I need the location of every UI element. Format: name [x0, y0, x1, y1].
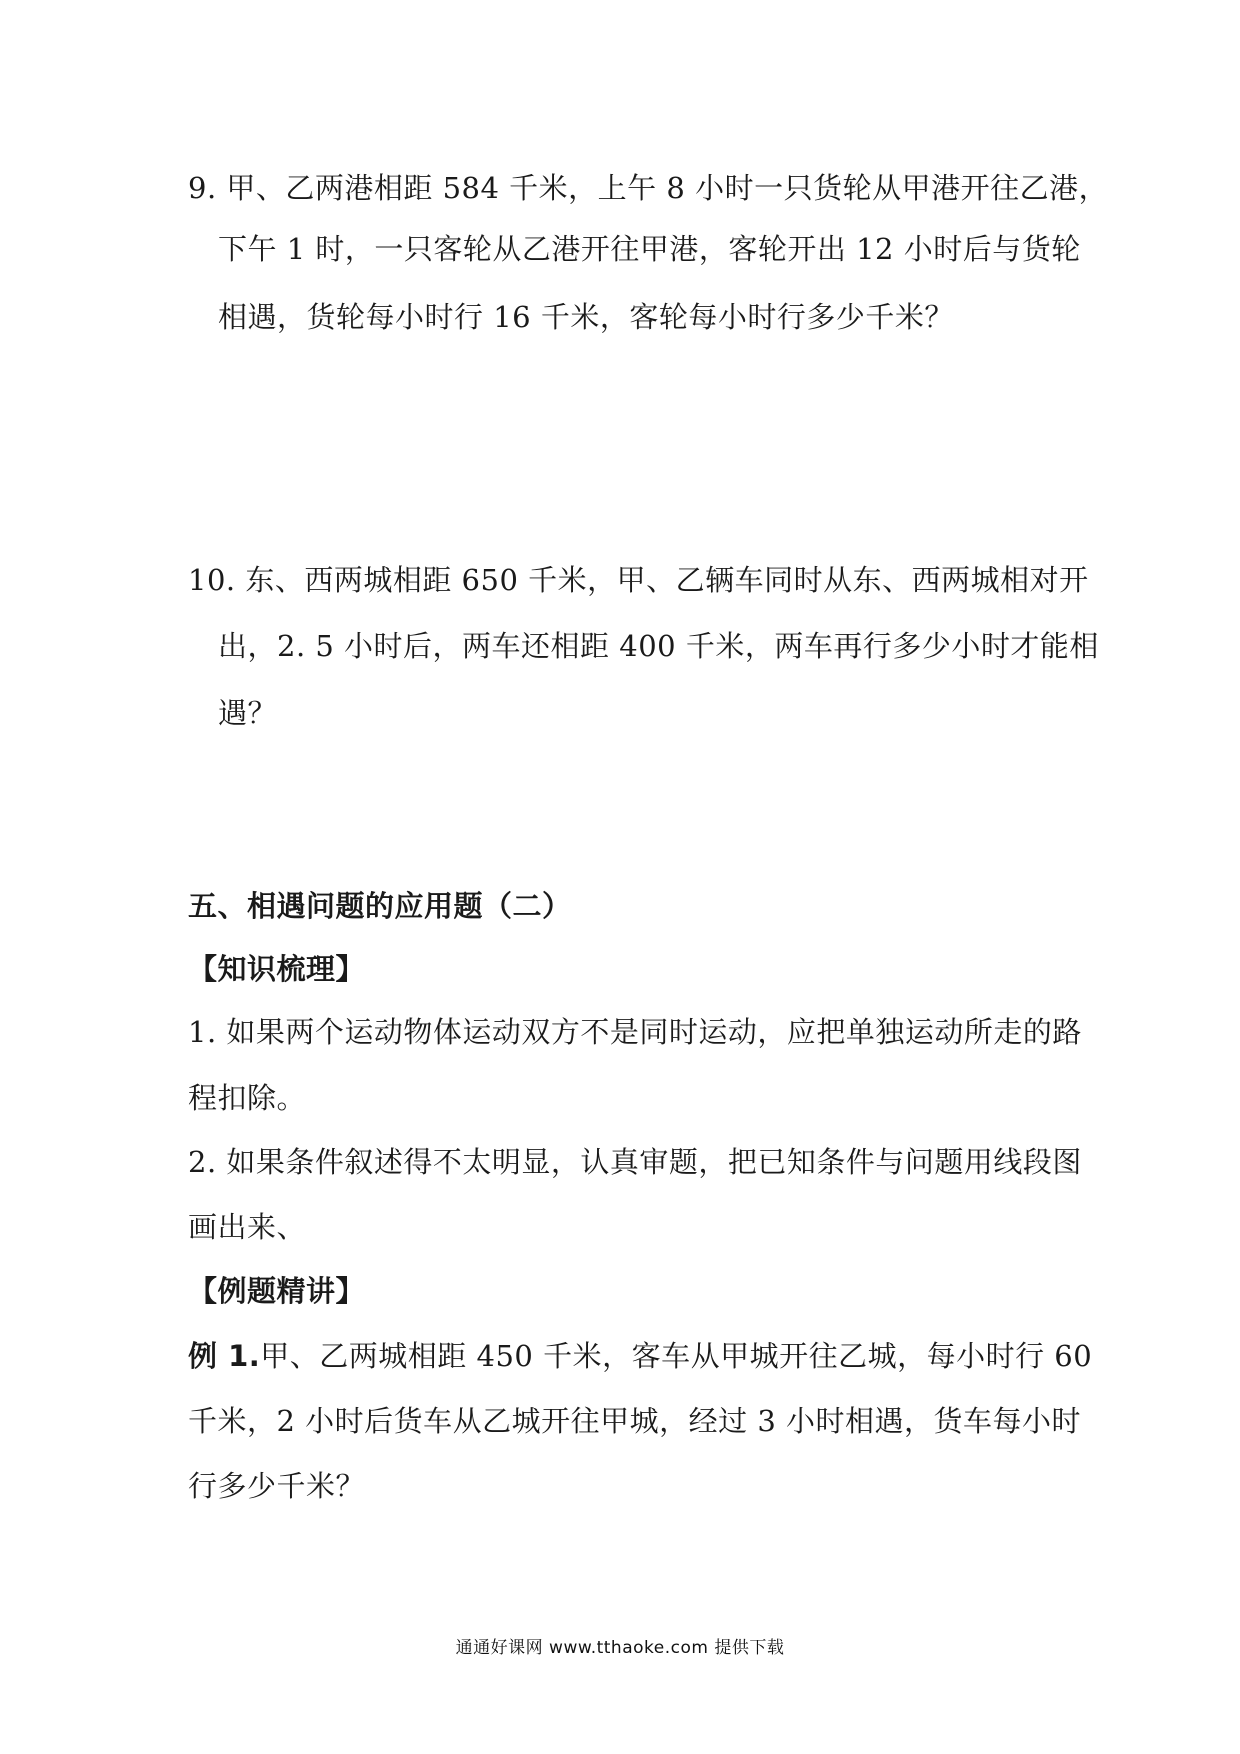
example-1-text: 甲、乙两城相距 450 千米，客车从甲城开往乙城，每小时行 60 [260, 1339, 1093, 1373]
problem-10-line-1: 10. 东、西两城相距 650 千米，甲、乙辆车同时从东、西两城相对开 [188, 563, 1089, 597]
section-title: 五、相遇问题的应用题（二） [188, 889, 572, 923]
example-heading: 【例题精讲】 [188, 1274, 366, 1308]
example-1-label: 例 1. [188, 1339, 261, 1373]
knowledge-point-1-line-1: 1. 如果两个运动物体运动双方不是同时运动，应把单独运动所走的路 [188, 1015, 1082, 1049]
problem-9-line-1: 9. 甲、乙两港相距 584 千米，上午 8 小时一只货轮从甲港开往乙港， [188, 171, 1109, 205]
example-1-line-3: 行多少千米？ [188, 1469, 366, 1503]
knowledge-heading: 【知识梳理】 [188, 952, 366, 986]
problem-9-line-2: 下午 1 时，一只客轮从乙港开往甲港，客轮开出 12 小时后与货轮 [218, 232, 1081, 266]
example-1-line-1 [188, 1336, 1092, 1376]
problem-10-line-2: 出，2. 5 小时后，两车还相距 400 千米，两车再行多少小时才能相 [218, 629, 1099, 663]
problem-9-line-3: 相遇，货轮每小时行 16 千米，客轮每小时行多少千米？ [218, 300, 954, 334]
knowledge-point-2-line-1: 2. 如果条件叙述得不太明显，认真审题，把已知条件与问题用线段图 [188, 1145, 1082, 1179]
page-footer: 通通好课网 www.tthaoke.com 提供下载 [455, 1638, 785, 1658]
knowledge-point-1-line-2: 程扣除。 [188, 1081, 307, 1115]
example-1-line-2: 千米，2 小时后货车从乙城开往甲城，经过 3 小时相遇，货车每小时 [188, 1404, 1082, 1438]
problem-10-line-3: 遇？ [218, 696, 278, 730]
knowledge-point-2-line-2: 画出来、 [188, 1210, 307, 1244]
